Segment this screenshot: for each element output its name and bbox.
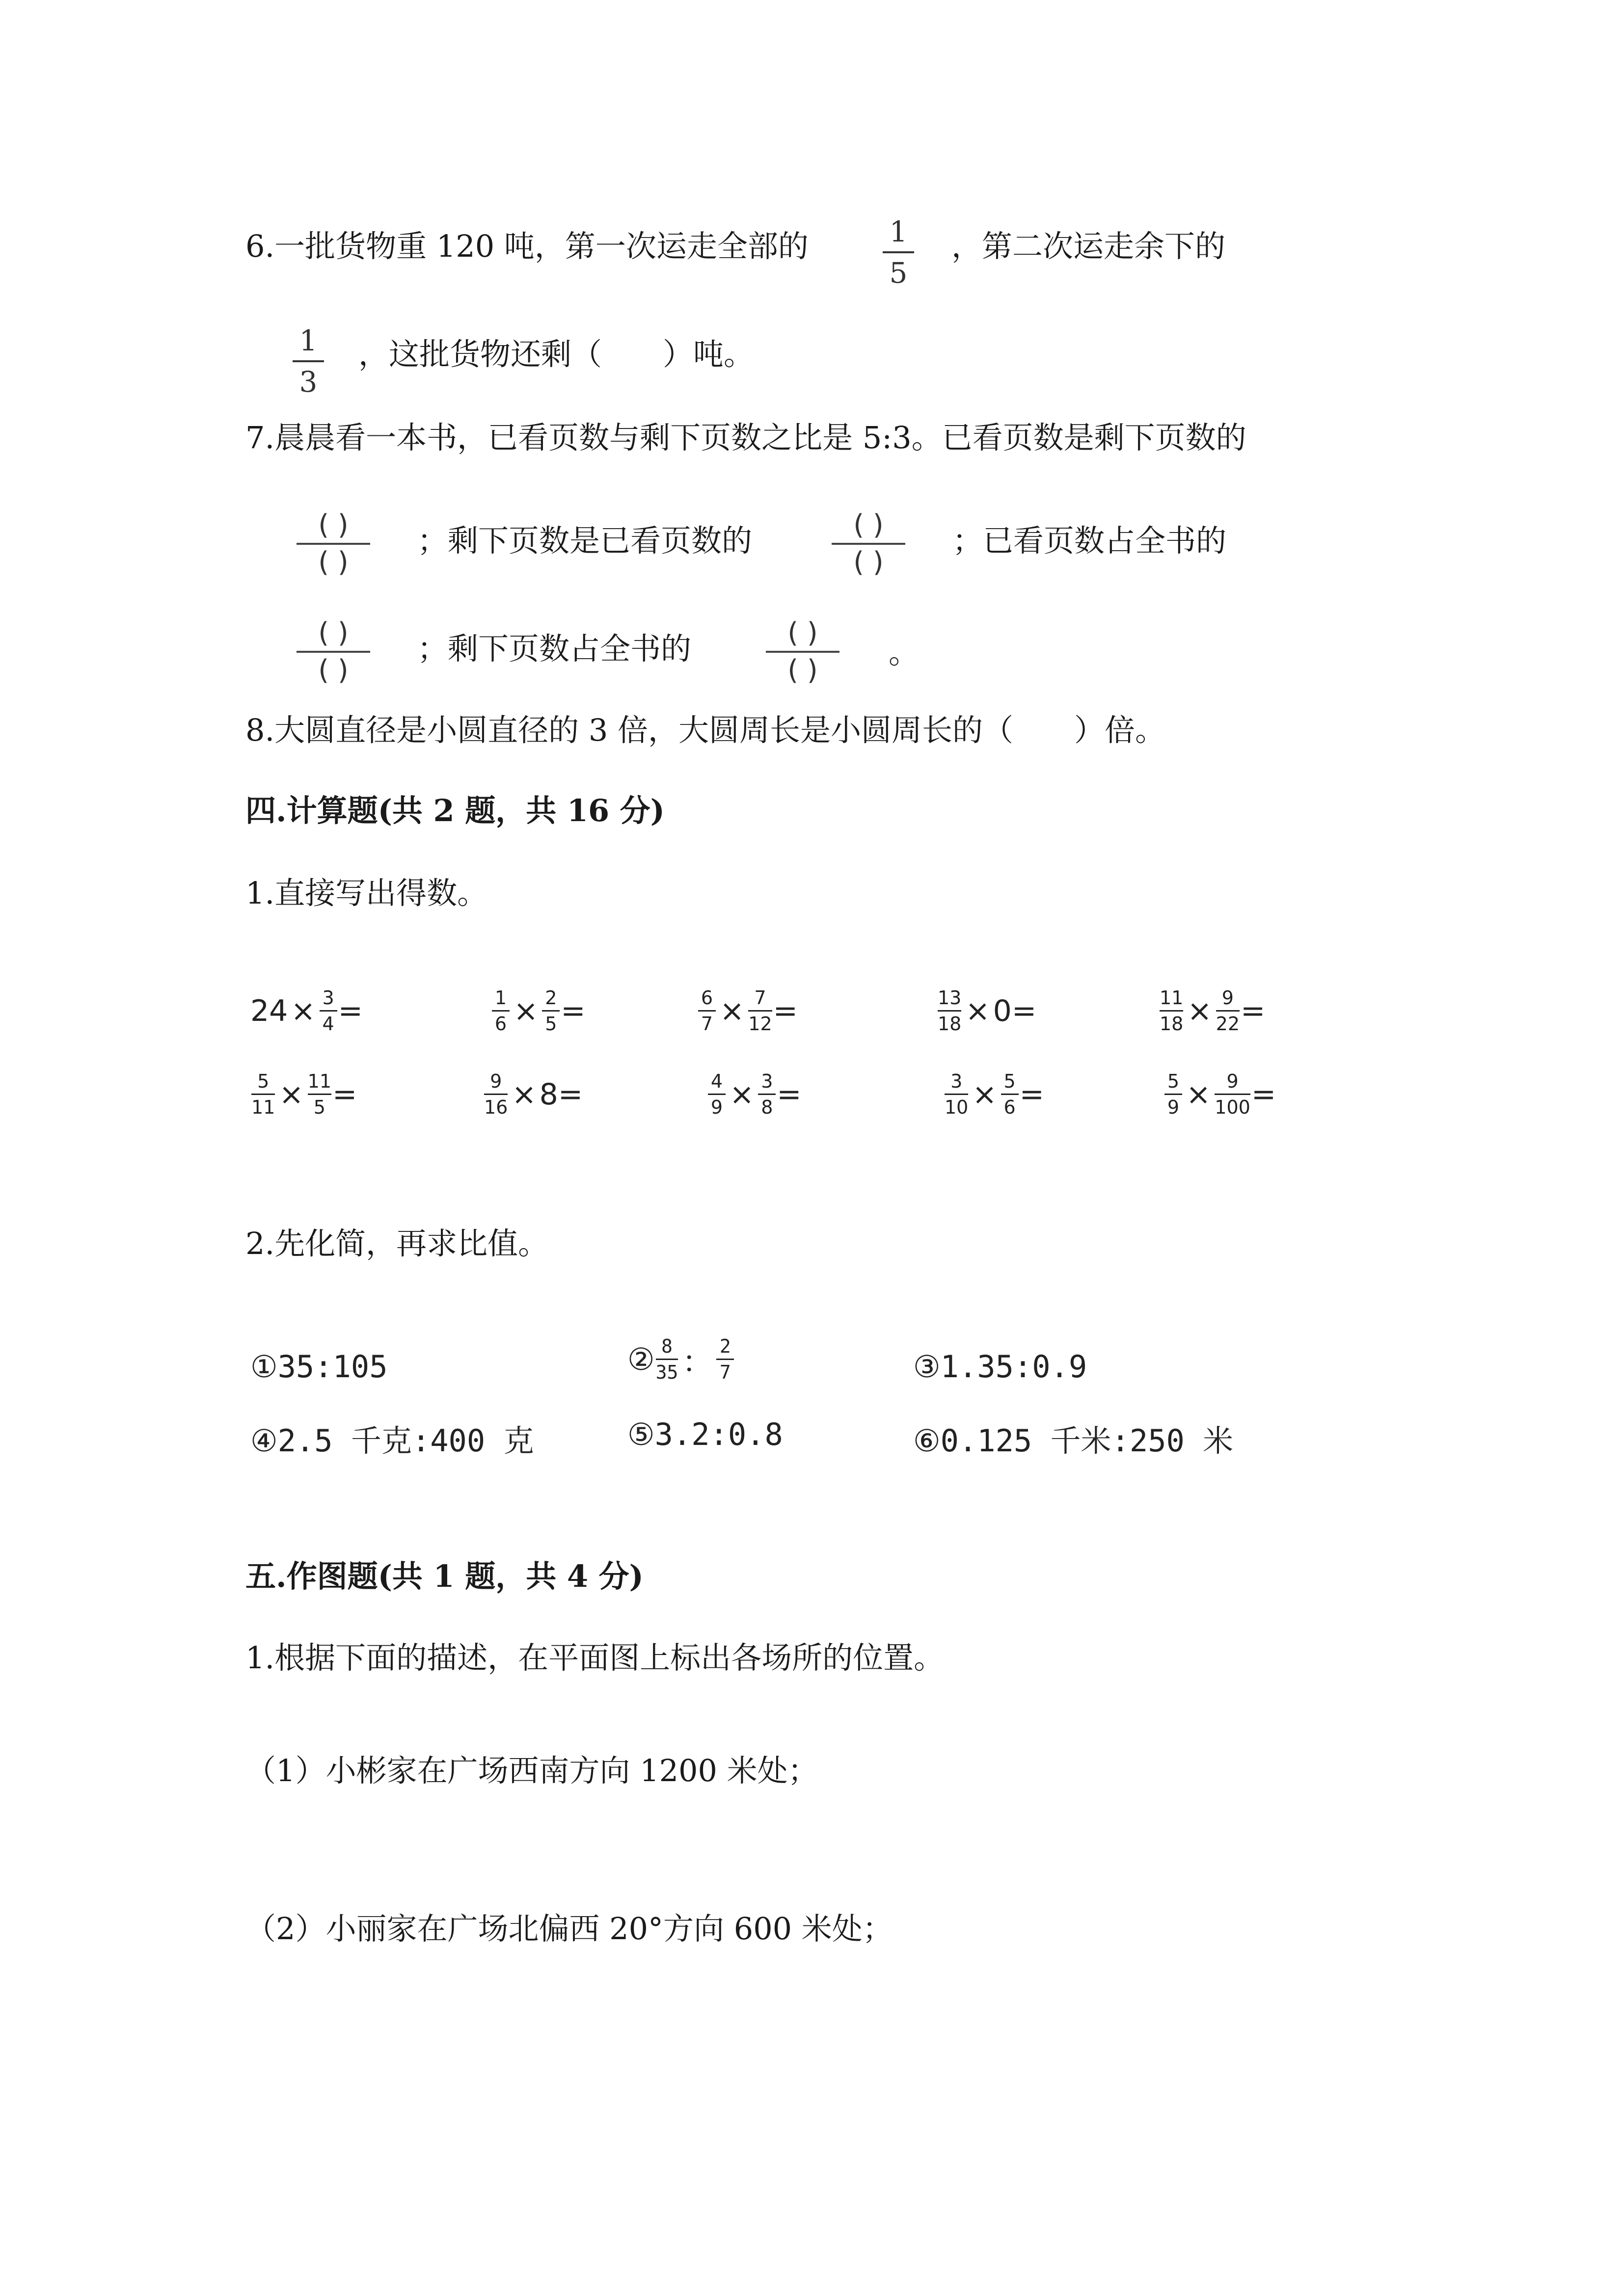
fraction [1164, 1070, 1182, 1119]
calc-item [944, 1070, 1044, 1119]
times-sign: × [730, 1077, 755, 1112]
equals-sign: = [773, 993, 798, 1028]
fraction-bar [293, 360, 324, 362]
numerator: 9 [490, 1070, 502, 1092]
times-sign: × [1186, 1077, 1211, 1112]
q6-fraction-1-3 [293, 325, 324, 398]
denominator: 7 [701, 1013, 713, 1035]
blank-denominator[interactable]: ( ) [318, 654, 349, 686]
fraction-bar [766, 651, 839, 653]
ratio-item-4: ④2.5 千克:400 克 [250, 1423, 534, 1459]
fraction [1160, 987, 1183, 1035]
numerator: 13 [938, 987, 962, 1009]
q7-blank-fraction-4 [766, 617, 839, 686]
numerator: 5 [1003, 1070, 1016, 1092]
frac-denominator: 5 [889, 256, 908, 290]
blank-numerator[interactable]: ( ) [853, 509, 884, 541]
fraction [308, 1070, 331, 1119]
fraction [492, 987, 510, 1035]
equals-sign: = [1241, 993, 1266, 1028]
fraction [1216, 987, 1240, 1035]
section5-q1: 1.根据下面的描述，在平面图上标出各场所的位置。 [245, 1640, 945, 1676]
calc-item [491, 987, 586, 1035]
fraction-bar [883, 251, 914, 253]
equals-sign: = [1251, 1077, 1276, 1112]
fraction [758, 1070, 776, 1119]
numerator: 9 [1221, 987, 1234, 1009]
times-sign: × [512, 1077, 537, 1112]
calc-item [697, 987, 798, 1035]
whole-number: 24 [250, 993, 288, 1028]
numerator: 5 [1167, 1070, 1180, 1092]
calc-item [707, 1070, 802, 1119]
q7-blank-fraction-3 [297, 617, 370, 686]
fraction [716, 1335, 734, 1384]
ratio-item-5: ⑤3.2:0.8 [627, 1416, 783, 1452]
fraction [698, 987, 716, 1035]
calc-item [937, 987, 1036, 1035]
numerator: 11 [307, 1070, 331, 1092]
denominator: 6 [1003, 1096, 1016, 1118]
times-sign: × [972, 1077, 997, 1112]
fraction [748, 987, 772, 1035]
circled-number: ② [627, 1341, 655, 1377]
q6-fraction-1-5 [883, 216, 914, 289]
numerator: 11 [1160, 987, 1184, 1009]
whole-number: 8 [539, 1077, 558, 1112]
numerator: 4 [710, 1070, 723, 1092]
numerator: 2 [545, 987, 557, 1009]
denominator: 18 [1160, 1013, 1184, 1035]
whole-number: 0 [993, 993, 1012, 1028]
denominator: 16 [484, 1096, 508, 1118]
section5-title: 五.作图题(共 1 题，共 4 分) [245, 1558, 644, 1594]
q7-mid-1: ；剩下页数是已看页数的 [417, 523, 753, 559]
ratio-item-6: ⑥0.125 千米:250 米 [913, 1423, 1234, 1459]
denominator: 22 [1216, 1013, 1240, 1035]
times-sign: × [965, 993, 990, 1028]
blank-numerator[interactable]: ( ) [318, 509, 349, 541]
q6-text-1: 6.一批货物重 120 吨，第一次运走全部的 [245, 228, 809, 264]
numerator: 9 [1226, 1070, 1239, 1092]
denominator: 18 [938, 1013, 962, 1035]
numerator: 7 [754, 987, 766, 1009]
numerator: 3 [761, 1070, 773, 1092]
section4-title: 四.计算题(共 2 题，共 16 分) [245, 793, 665, 828]
section5-statement-1: （1）小彬家在广场西南方向 1200 米处； [245, 1753, 818, 1789]
fraction-bar [297, 543, 370, 545]
denominator: 10 [945, 1096, 969, 1118]
section5-statement-2: （2）小丽家在广场北偏西 20°方向 600 米处； [245, 1911, 893, 1947]
q7-blank-fraction-1 [297, 509, 370, 578]
numerator: 3 [322, 987, 334, 1009]
calc-item [250, 987, 363, 1035]
calc-item [250, 1070, 357, 1119]
calc-item [1159, 987, 1265, 1035]
denominator: 5 [313, 1096, 325, 1118]
q8-text: 8.大圆直径是小圆直径的 3 倍，大圆周长是小圆周长的（ ）倍。 [245, 712, 1166, 748]
q7-mid-3: ；剩下页数占全书的 [417, 631, 692, 667]
denominator: 11 [251, 1096, 275, 1118]
fraction [1001, 1070, 1019, 1119]
equals-sign: = [777, 1077, 802, 1112]
blank-numerator[interactable]: ( ) [787, 617, 818, 649]
frac-denominator: 3 [299, 365, 318, 399]
blank-denominator[interactable]: ( ) [787, 654, 818, 686]
ratio-colon: ： [682, 1344, 713, 1380]
ratio-item-1: ①35:105 [250, 1349, 388, 1385]
fraction [542, 987, 560, 1035]
fraction-bar [297, 651, 370, 653]
numerator: 5 [257, 1070, 270, 1092]
calc-item [1164, 1070, 1276, 1119]
numerator: 8 [661, 1335, 673, 1357]
fraction [708, 1070, 726, 1119]
frac-numerator: 1 [299, 324, 318, 357]
denominator: 5 [545, 1013, 557, 1035]
times-sign: × [514, 993, 539, 1028]
denominator: 7 [719, 1362, 731, 1383]
frac-numerator: 1 [889, 215, 908, 248]
fraction [938, 987, 961, 1035]
q6-text-2: ，第二次运走余下的 [951, 228, 1226, 264]
equals-sign: = [338, 993, 363, 1028]
denominator: 12 [748, 1013, 772, 1035]
equals-sign: = [1011, 993, 1037, 1028]
calc-item [483, 1070, 583, 1119]
fraction [656, 1335, 678, 1384]
denominator: 6 [494, 1013, 507, 1035]
times-sign: × [720, 993, 745, 1028]
equals-sign: = [558, 1077, 583, 1112]
denominator: 100 [1215, 1096, 1250, 1118]
equals-sign: = [1019, 1077, 1044, 1112]
fraction-bar [832, 543, 905, 545]
denominator: 9 [1167, 1096, 1180, 1118]
times-sign: × [279, 1077, 304, 1112]
blank-denominator[interactable]: ( ) [318, 546, 349, 578]
times-sign: × [1187, 993, 1212, 1028]
q7-end: 。 [889, 635, 920, 670]
q6-text-3: ，这批货物还剩（ ）吨。 [358, 336, 755, 372]
times-sign: × [291, 993, 316, 1028]
denominator: 35 [655, 1362, 678, 1383]
denominator: 4 [322, 1013, 334, 1035]
equals-sign: = [561, 993, 586, 1028]
denominator: 8 [761, 1096, 773, 1118]
q7-blank-fraction-2 [832, 509, 905, 578]
ratio-item-2 [627, 1335, 735, 1384]
numerator: 3 [950, 1070, 963, 1092]
section4-q1: 1.直接写出得数。 [245, 875, 488, 911]
fraction [484, 1070, 508, 1119]
section4-q2: 2.先化简，再求比值。 [245, 1226, 549, 1261]
fraction [320, 987, 337, 1035]
fraction [251, 1070, 275, 1119]
q7-text: 7.晨晨看一本书，已看页数与剩下页数之比是 5:3。已看页数是剩下页数的 [245, 420, 1246, 455]
numerator: 2 [719, 1335, 731, 1357]
denominator: 9 [710, 1096, 723, 1118]
numerator: 1 [494, 987, 507, 1009]
fraction [1215, 1070, 1250, 1119]
numerator: 6 [701, 987, 713, 1009]
ratio-item-3: ③1.35:0.9 [913, 1349, 1087, 1385]
blank-numerator[interactable]: ( ) [318, 617, 349, 649]
blank-denominator[interactable]: ( ) [853, 546, 884, 578]
q7-mid-2: ；已看页数占全书的 [952, 523, 1227, 559]
fraction [945, 1070, 968, 1119]
equals-sign: = [332, 1077, 357, 1112]
